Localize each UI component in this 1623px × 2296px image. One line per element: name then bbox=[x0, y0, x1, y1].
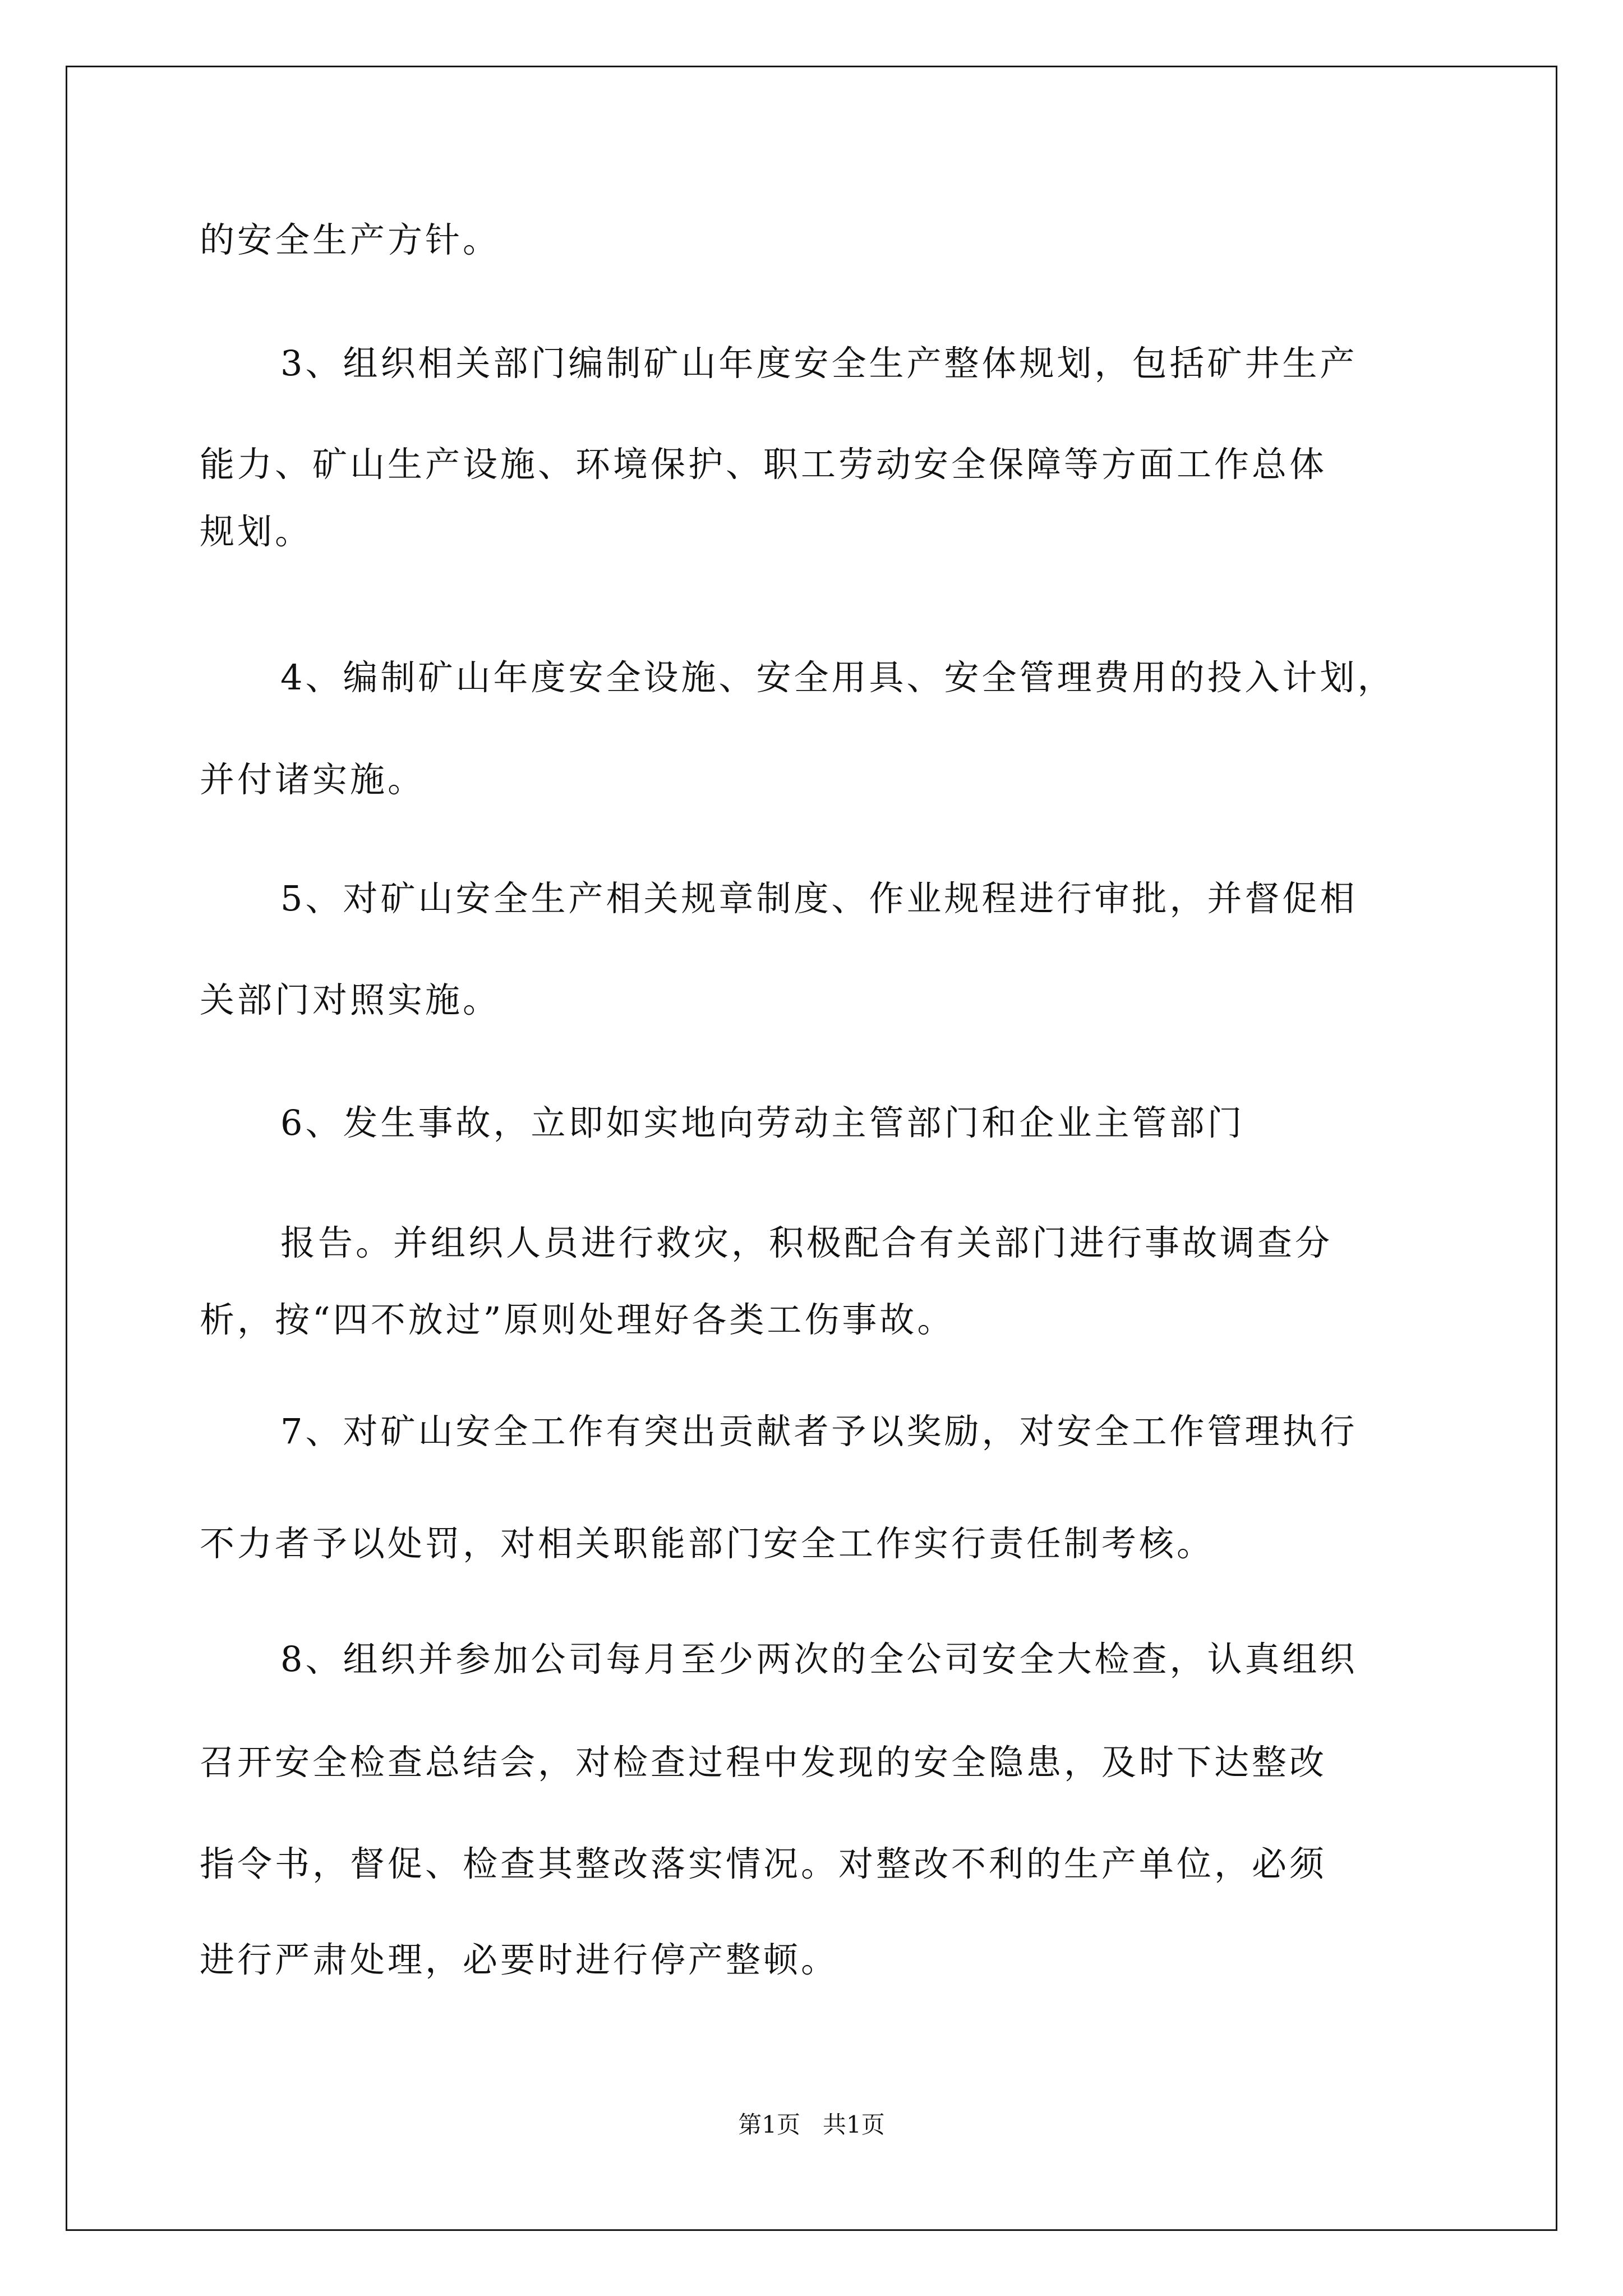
text-line: 的安全生产方针。 bbox=[200, 219, 501, 260]
page-number-footer: 第1页 共1页 bbox=[738, 2111, 885, 2138]
text-line: 规划。 bbox=[200, 511, 313, 552]
text-line: 5、对矿山安全生产相关规章制度、作业规程进行审批，并督促相 bbox=[280, 878, 1358, 919]
text-line: 析，按“四不放过”原则处理好各类工伤事故。 bbox=[200, 1299, 955, 1340]
page-border bbox=[66, 66, 1557, 2231]
text-line: 关部门对照实施。 bbox=[200, 979, 501, 1020]
text-line: 6、发生事故，立即如实地向劳动主管部门和企业主管部门 bbox=[280, 1102, 1245, 1143]
text-line: 7、对矿山安全工作有突出贡献者予以奖励，对安全工作管理执行 bbox=[280, 1411, 1358, 1452]
text-line: 8、组织并参加公司每月至少两次的全公司安全大检查，认真组织 bbox=[280, 1639, 1358, 1680]
text-line: 召开安全检查总结会，对检查过程中发现的安全隐患，及时下达整改 bbox=[200, 1742, 1327, 1783]
text-line: 4、编制矿山年度安全设施、安全用具、安全管理费用的投入计划， bbox=[280, 657, 1395, 698]
text-line: 指令书，督促、检查其整改落实情况。对整改不利的生产单位，必须 bbox=[200, 1843, 1327, 1884]
text-line: 不力者予以处罚，对相关职能部门安全工作实行责任制考核。 bbox=[200, 1523, 1215, 1564]
text-line: 进行严肃处理，必要时进行停产整顿。 bbox=[200, 1939, 839, 1980]
text-line: 3、组织相关部门编制矿山年度安全生产整体规划，包括矿井生产 bbox=[280, 343, 1358, 384]
text-line: 并付诸实施。 bbox=[200, 759, 426, 800]
text-line: 能力、矿山生产设施、环境保护、职工劳动安全保障等方面工作总体 bbox=[200, 444, 1327, 485]
text-line: 报告。并组织人员进行救灾，积极配合有关部门进行事故调查分 bbox=[280, 1222, 1333, 1263]
